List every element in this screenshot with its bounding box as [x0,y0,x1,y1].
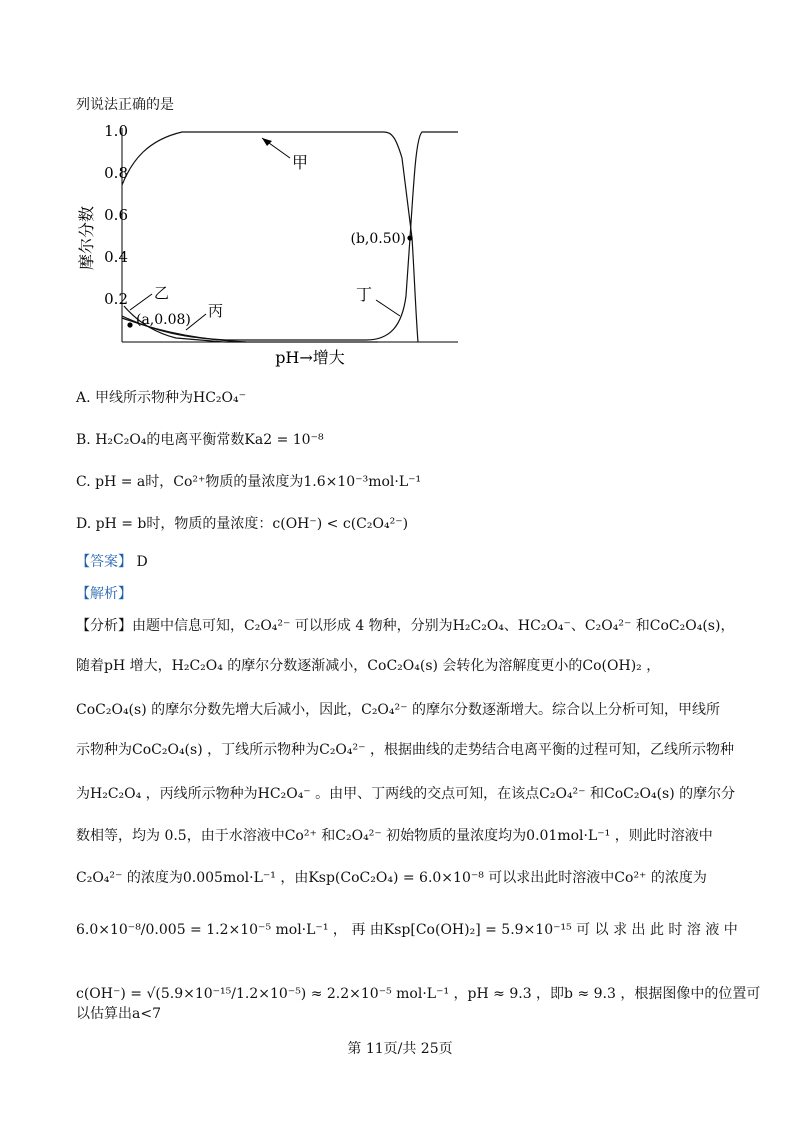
point-a [127,322,132,327]
analysis-p5: 为H₂C₂O₄ ，丙线所示物种为HC₂O₄⁻ 。由甲、丁两线的交点可知，在该点C₂O₄²⁻ 和CoC₂O₄(s) 的摩尔分 [76,786,736,802]
arrow-jia-head [262,138,272,146]
analysis-p1: 【分析】由题中信息可知，C₂O₄²⁻ 可以形成 4 物种，分别为H₂C₂O₄、HC₂O₄⁻、C₂O₄²⁻ 和CoC₂O₄(s)， [76,618,735,634]
analysis-p7: C₂O₄²⁻ 的浓度为0.005mol·L⁻¹ ，由Ksp(CoC₂O₄) = 6.0×10⁻⁸ 可以求出此时溶液中Co²⁺ 的浓度为 [76,870,707,886]
arrow-yi [130,294,152,310]
y-tick-0.4: 0.4 [104,248,128,266]
analysis-p9: c(OH⁻) = √(5.9×10⁻¹⁵/1.2×10⁻⁵) ≈ 2.2×10⁻⁵ mol·L⁻¹ ，pH ≈ 9.3 ，即b ≈ 9.3 ，根据图像中的位置可以估算出a<7 [76,986,761,1022]
analysis-p8: 6.0×10⁻⁸/0.005 = 1.2×10⁻⁵ mol·L⁻¹ ， 再 由Ksp[Co(OH)₂] = 5.9×10⁻¹⁵ 可 以 求 出 此 时 溶 液 中 [76,922,738,938]
label-bing: 丙 [208,302,224,320]
analysis-tag: 【解析】 [76,586,132,602]
answer-value: D [136,554,148,570]
annotation-point-b: (b,0.50) [350,231,406,247]
annotation-point-a: (a,0.08) [136,312,191,328]
y-tick-1.0: 1.0 [104,122,128,140]
answer-line [76,552,148,572]
question-stem: 列说法正确的是 [76,97,174,113]
y-tick-0.8: 0.8 [104,164,128,182]
option-b: B. H₂C₂O₄的电离平衡常数Ka2 = 10⁻⁸ [76,432,324,448]
y-axis-label: 摩尔分数 [77,205,96,271]
arrow-ding [376,300,400,316]
y-tick-0.6: 0.6 [104,206,128,224]
label-ding: 丁 [356,285,373,304]
analysis-p6: 数相等，均为 0.5，由于水溶液中Co²⁺ 和C₂O₄²⁻ 初始物质的量浓度均为0.01mol·L⁻¹ ，则此时溶液中 [76,828,713,844]
option-a: A. 甲线所示物种为HC₂O₄⁻ [76,390,247,406]
analysis-p2: 随着pH 增大，H₂C₂O₄ 的摩尔分数逐渐减小，CoC₂O₄(s) 会转化为溶解度更小的Co(OH)₂ ， [76,658,661,674]
curve-ding [122,132,458,340]
analysis-p3: CoC₂O₄(s) 的摩尔分数先增大后减小，因此，C₂O₄²⁻ 的摩尔分数逐渐增大。综合以上分析可知，甲线所 [76,702,720,718]
answer-tag: 【答案】 [76,554,132,570]
label-yi: 乙 [154,284,170,302]
option-c: C. pH = a时，Co²⁺物质的量浓度为1.6×10⁻³mol·L⁻¹ [76,474,422,490]
molar-fraction-chart [66,118,466,368]
analysis-p4: 示物种为CoC₂O₄(s) ，丁线所示物种为C₂O₄²⁻ ，根据曲线的走势结合电离平衡的过程可知，乙线所示物种 [76,742,734,758]
option-d: D. pH = b时，物质的量浓度：c(OH⁻) < c(C₂O₄²⁻) [76,516,409,532]
label-jia: 甲 [292,153,309,172]
x-axis-label: pH→增大 [275,348,345,367]
page-footer: 第 11页/共 25页 [347,1041,453,1057]
point-b [407,235,412,240]
y-tick-0.2: 0.2 [104,290,128,308]
